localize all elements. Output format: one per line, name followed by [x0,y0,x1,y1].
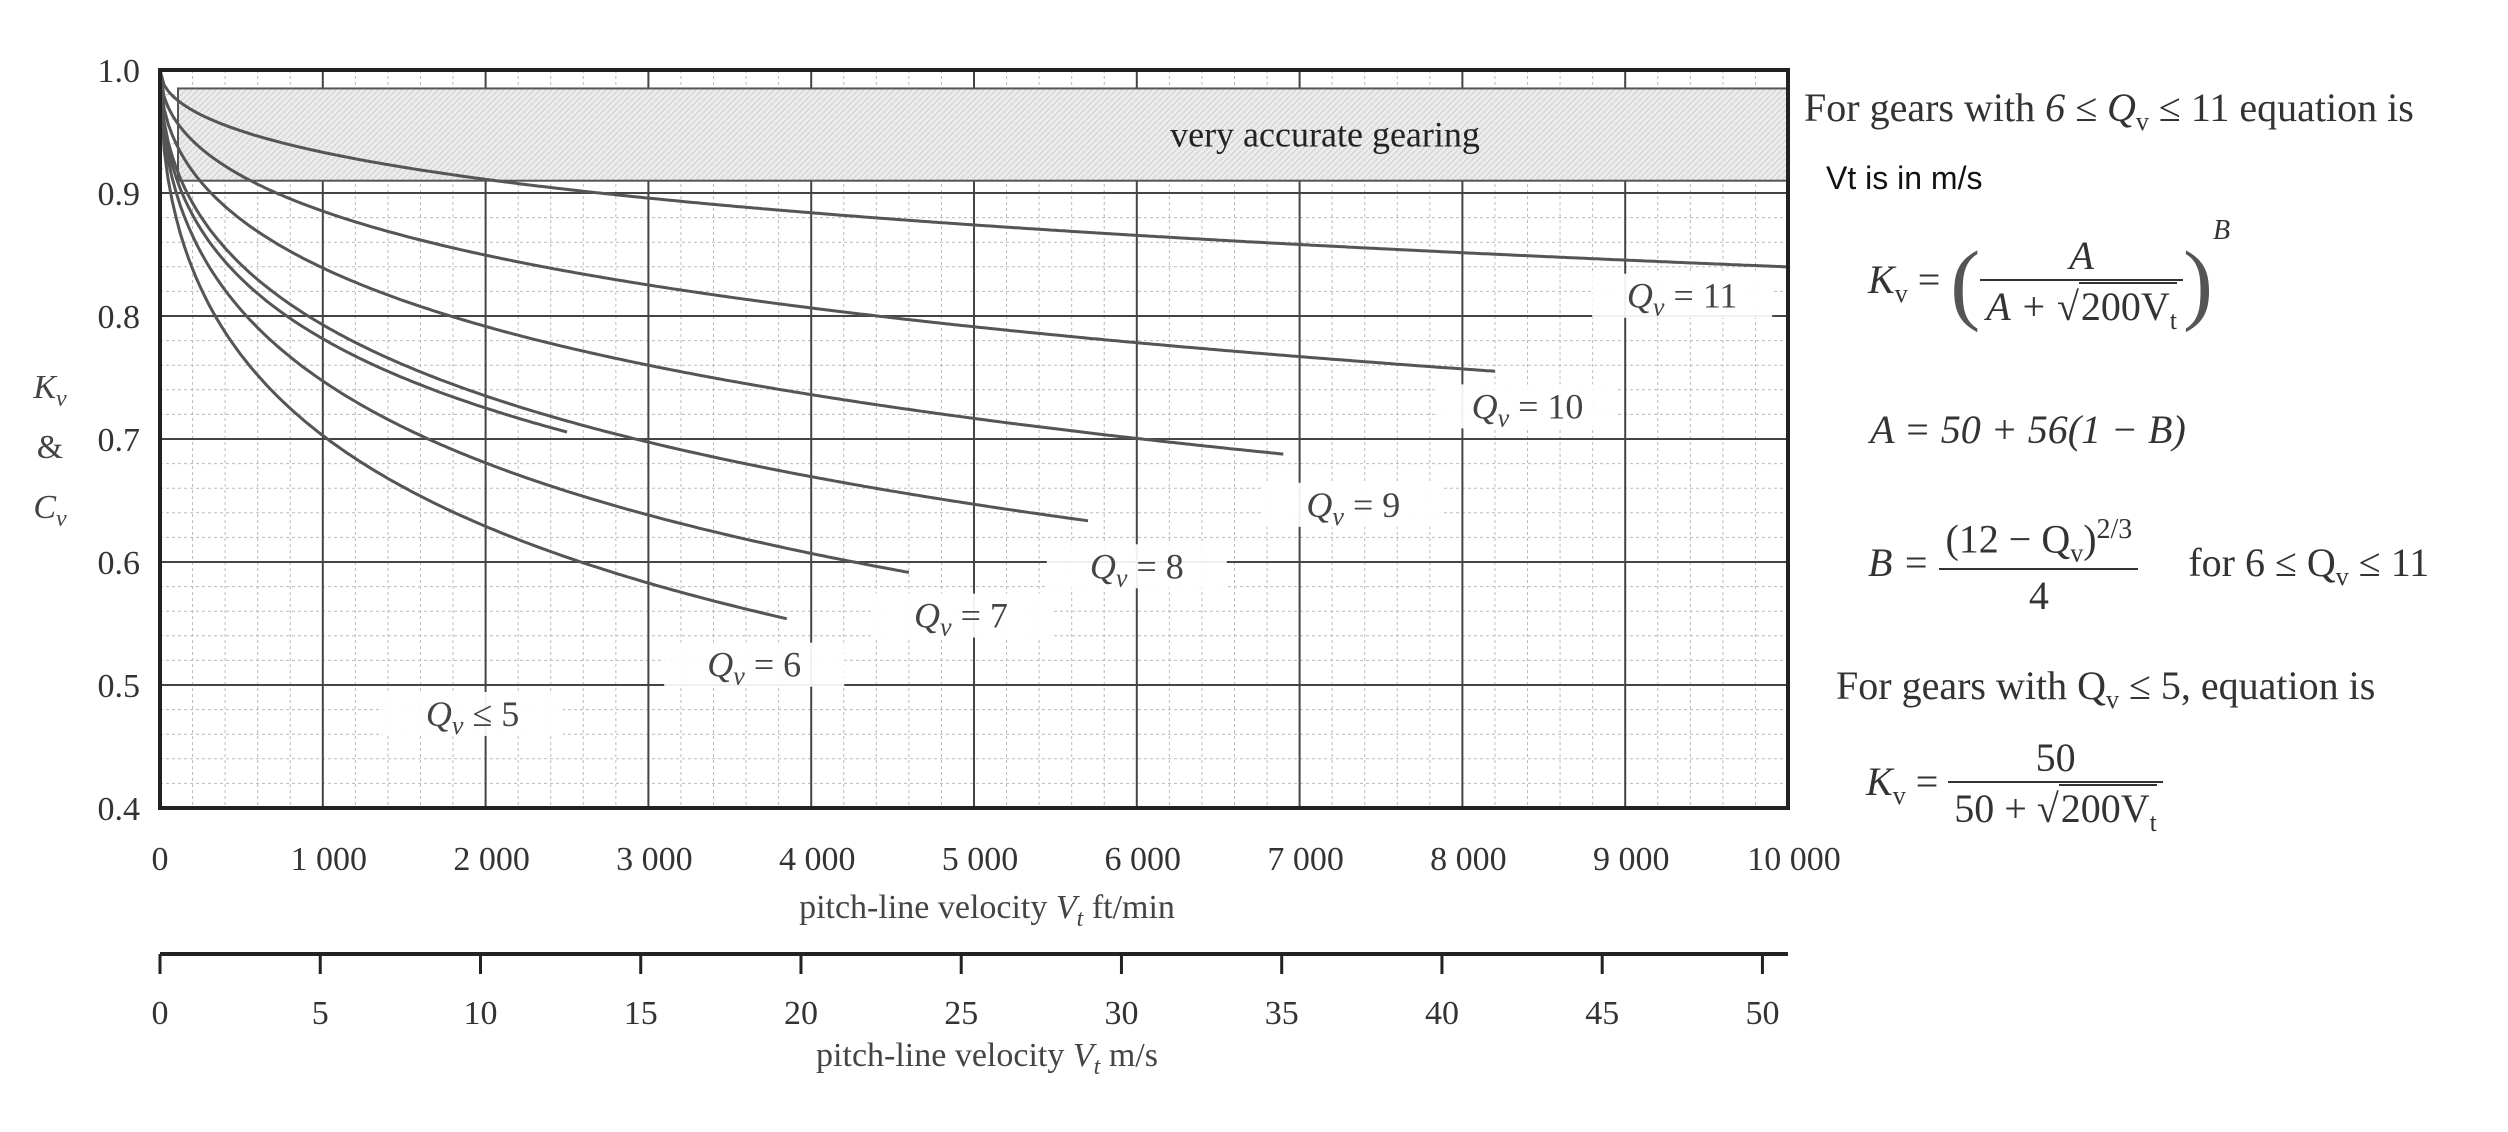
x-tick-label-ms: 30 [1104,995,1139,1032]
b-condition [2188,539,2430,591]
x-tick-label-ftmin: 8 000 [1430,841,1507,878]
kv5-denominator: $50 + √200V_t$ [1948,781,2163,838]
y-tick-label: 0.4 [97,791,140,828]
b-lhs: B = [1868,539,1940,585]
a-equation: A = 50 + 56(1 − B) [1870,407,2186,452]
curve-labels [383,274,1773,740]
y-tick-label: 0.6 [97,545,140,582]
intro-1-text: For gears with [1804,85,2046,130]
b-numerator [1939,514,2138,568]
b-cond-tail: ≤ 11 [2348,539,2430,585]
x-tick-label-ftmin: 0 [151,841,169,878]
intro-line-1 [1804,84,2414,137]
y-label-kv: $K_v$ [33,369,67,412]
x-tick-label-ms: 15 [623,995,658,1032]
y-tick-labels [98,53,141,828]
kv-den-root-text: 200V [2080,284,2170,329]
intro-line-2 [1836,662,2375,715]
x-tick-label-ftmin: 7 000 [1267,841,1344,878]
y-label-amp: & [36,429,64,466]
x-tick-label-ftmin: 9 000 [1592,841,1670,878]
x-tick-label-ftmin: 4 000 [778,841,856,878]
y-tick-label: 0.7 [97,422,140,459]
b-cond-sub: v [2335,561,2349,591]
b-num-sub: v [2070,538,2084,568]
intro-2-tail: ≤ 5, equation is [2118,663,2376,708]
x-axis-title-ftmin: pitch-line velocity $V_t$ ft/min [799,889,1175,932]
intro-1-cond2: ≤ 11 [2148,85,2230,130]
curve-label-4: $Q_v = 8$ [1089,546,1184,593]
x-tick-label-ms: 50 [1745,995,1780,1032]
x-tick-label-ms: 10 [463,995,498,1032]
b-equation [1868,514,2429,619]
kv-fraction [1980,232,2183,336]
x-tick-label-ms: 0 [151,995,169,1032]
x-tick-label-ms: 20 [783,995,818,1032]
kv-paren-left: ( [1950,234,1981,333]
x-tick-label-ms: 45 [1585,995,1620,1032]
y-tick-label: 0.8 [97,299,140,336]
kv5-numerator: 50 [2035,735,2076,780]
intro-1-sub: v [2135,107,2149,136]
kv5-den-root [2059,784,2157,837]
intro-2-sub: v [2105,685,2119,714]
units-note: Vt is in m/s [1826,160,1983,196]
curve-label-2: $Q_v = 6$ [707,644,802,691]
curve-label-7: $Q_v = 11$ [1626,275,1738,322]
kv-exponent: B [2213,214,2231,246]
kv5-den-root-text: 200V [2060,786,2150,831]
b-denominator: 4 [1939,568,2138,619]
kv-paren-right: ) [2183,234,2213,333]
kv5-den-root-sub: t [2149,808,2157,837]
accurate-gearing-band [178,88,1788,180]
x-axis-ms [152,954,1789,1032]
kv5-lhs-sub: v [1892,781,1906,811]
intro-2-text: For gears with Q [1836,663,2106,708]
x-tick-label-ftmin: 2 000 [453,841,530,878]
y-axis-label [32,369,67,532]
kv5-equation: $K_v$ = $\frac{50}{50 + √200V_t}$ [1866,734,2163,838]
x-tick-label-ftmin: 1 000 [290,841,368,878]
x-tick-labels-ftmin [152,841,1841,878]
intro-1-tail: equation is [2229,85,2414,130]
y-label-cv: $C_v$ [33,489,67,532]
kv5-lhs: K [1866,759,1893,805]
x-tick-label-ftmin: 5 000 [941,841,1019,878]
x-tick-label-ms: 25 [944,995,979,1032]
b-num-exp: 2/3 [2096,514,2133,545]
b-cond-text: for 6 ≤ Q [2188,539,2336,585]
kv-den-a: A + [1986,284,2057,329]
y-tick-label: 0.5 [97,668,140,705]
x-tick-label-ftmin: 6 000 [1104,841,1182,878]
curve-label-1: $Q_v \le 5$ [425,693,520,740]
kv5-fraction [1948,734,2163,838]
b-num-text: (12 − Q [1945,516,2071,562]
curve-label-3: $Q_v = 7$ [914,595,1008,642]
kv5-den-a: 50 + [1954,786,2037,831]
kv-den-root-sub: t [2169,306,2178,335]
x-tick-label-ftmin: 10 000 [1747,841,1841,878]
x-tick-label-ms: 40 [1424,995,1459,1032]
kv-equation: $K_v$ = ( $\frac{A}{A + √200V_t}$ )$^B$ [1868,214,2231,335]
x-tick-label-ms: 5 [311,995,329,1032]
y-tick-label: 0.9 [97,176,140,213]
y-tick-label: 1.0 [97,53,140,90]
kv-lhs-sub: v [1894,279,1908,309]
curve-label-6: $Q_v = 10$ [1471,386,1584,433]
band-label: very accurate gearing [1170,114,1480,155]
b-num-close: ) [2083,516,2097,562]
kv-numerator: A [2069,233,2094,278]
curve-label-5: $Q_v = 9$ [1306,484,1401,531]
b-fraction [1939,514,2138,619]
kv-denominator: $A + √200V_t$ [1980,279,2183,336]
x-axis-title-ms: pitch-line velocity $V_t$ m/s [816,1037,1158,1080]
kv-lhs: K [1868,257,1895,303]
intro-1-cond: 6 ≤ Q [2045,85,2136,130]
x-tick-label-ftmin: 3 000 [616,841,693,878]
x-tick-label-ms: 35 [1264,995,1299,1032]
